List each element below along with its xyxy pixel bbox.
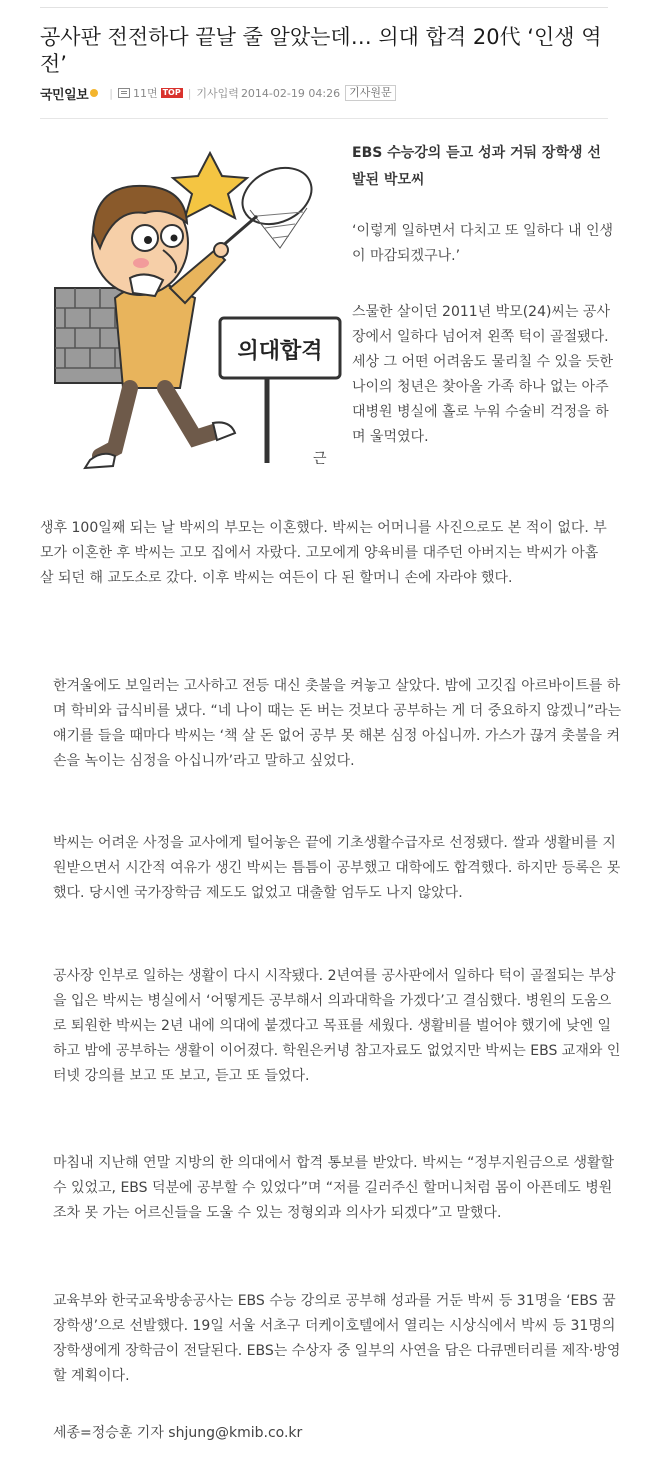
body-paragraph: 마침내 지난해 연말 지방의 한 의대에서 합격 통보를 받았다. 박씨는 “정부지원금으로 생활할 수 있었고, EBS 덕분에 공부할 수 있었다”며 “저를 길러주신 할머니처럼 몸이 아픈데도 병원조차 못 가는 어르신들을 도울 수 있는 정형외과 의사가 되겠다”고 말했다. [53, 1155, 615, 1221]
meta-divider [40, 118, 608, 119]
meta-separator: | [109, 86, 113, 100]
article-meta [40, 84, 608, 102]
body-paragraph: 교육부와 한국교육방송공사는 EBS 수능 강의로 공부해 성과를 거둔 박씨 등 31명을 ‘EBS 꿈 장학생’으로 선발했다. 19일 서울 서초구 더케이호텔에서 열리는 시상식에서 박씨 등 31명의 장학생에게 장학금이 전달된다. EBS는 수상자 중 일부의 사연을 담은 다큐멘터리를 제작·방영할 계획이다. [53, 1293, 621, 1384]
page-icon [118, 88, 130, 98]
top-badge: TOP [162, 88, 181, 97]
print-page: 11면 [132, 87, 158, 100]
paragraph-quote: ‘이렇게 일하면서 다치고 또 일하다 내 인생이 마감되겠구나.’ [352, 223, 614, 264]
article-subtitle: EBS 수능강의 듣고 성과 거둬 장학생 선발된 박모씨 [352, 145, 601, 188]
reporter-byline: 세종=정승훈 기자 shjung@kmib.co.kr [53, 1425, 303, 1441]
publisher-logo[interactable]: 국민일보 [40, 87, 89, 103]
body-paragraph: 공사장 인부로 일하는 생활이 다시 시작됐다. 2년여를 공사판에서 일하다 턱이 골절되는 부상을 입은 박씨는 병실에서 ‘어떻게든 공부해서 의과대학을 가겠다’고 결심했다. 병원의 도움으로 퇴원한 박씨는 2년 내에 의대에 붙겠다고 목표를 세웠다. 생활비를 벌어야 했기에 낮엔 일하고 밤에 공부하는 생활이 이어졌다. 학원은커녕 참고자료도 없었지만 박씨는 EBS 교재와 인터넷 강의를 보고 또 보고, 듣고 또 들었다. [53, 968, 621, 1084]
body-paragraph: 박씨는 어려운 사정을 교사에게 털어놓은 끝에 기초생활수급자로 선정됐다. 쌀과 생활비를 지원받으면서 시간적 여유가 생긴 박씨는 틈틈이 공부했고 대학에도 합격했다. 하지만 등록은 못했다. 당시엔 국가장학금 제도도 없었고 대출할 엄두도 나지 않았다. [53, 835, 621, 901]
article-headline: 공사판 전전하다 끝날 줄 알았는데… 의대 합격 20代 ‘인생 역전’ [40, 25, 602, 76]
input-label: 기사입력 [196, 87, 239, 100]
article-illustration [45, 138, 345, 478]
top-divider [40, 7, 608, 8]
sign-text: 의대합격 [237, 339, 323, 364]
sign-post [220, 318, 340, 463]
worker-face-icon [92, 186, 188, 296]
article-timestamp: 2014-02-19 04:26 [240, 86, 341, 100]
paragraph-intro: 스물한 살이던 2011년 박모(24)씨는 공사장에서 일하다 넘어져 왼쪽 턱이 골절됐다. 세상 그 어떤 어려움도 물리칠 수 있을 듯한 나이의 청년은 찾아올 가족 하나 없는 아주대병원 병실에 홀로 누워 수술비 걱정을 하며 울먹였다. [352, 304, 614, 445]
body-paragraph: 한겨울에도 보일러는 고사하고 전등 대신 촛불을 켜놓고 살았다. 밤에 고깃집 아르바이트를 하며 학비와 급식비를 냈다. “네 나이 때는 돈 버는 것보다 공부하는 게 더 중요하지 않겠니”라는 얘기를 들을 때마다 박씨는 ‘책 살 돈 없어 공부 못 해본 심정 아십니까. 가스가 끊겨 촛불을 켜 손을 녹이는 심정을 아십니까’라고 말하고 싶었다. [53, 678, 622, 769]
meta-separator: | [187, 86, 192, 100]
body-paragraph: 생후 100일째 되는 날 박씨의 부모는 이혼했다. 박씨는 어머니를 사진으로도 본 적이 없다. 부모가 이혼한 후 박씨는 고모 집에서 자랐다. 고모에게 양육비를 대주던 아버지는 박씨가 아홉 살 되던 해 교도소로 갔다. 이후 박씨는 여든이 다 된 할머니 손에 자라야 했다. [40, 520, 607, 586]
original-article-link[interactable]: 기사원문 [345, 85, 396, 101]
star-in-net-icon [173, 153, 321, 248]
publisher-logo-dot-icon [90, 89, 98, 97]
artist-signature: 근 [313, 451, 327, 467]
